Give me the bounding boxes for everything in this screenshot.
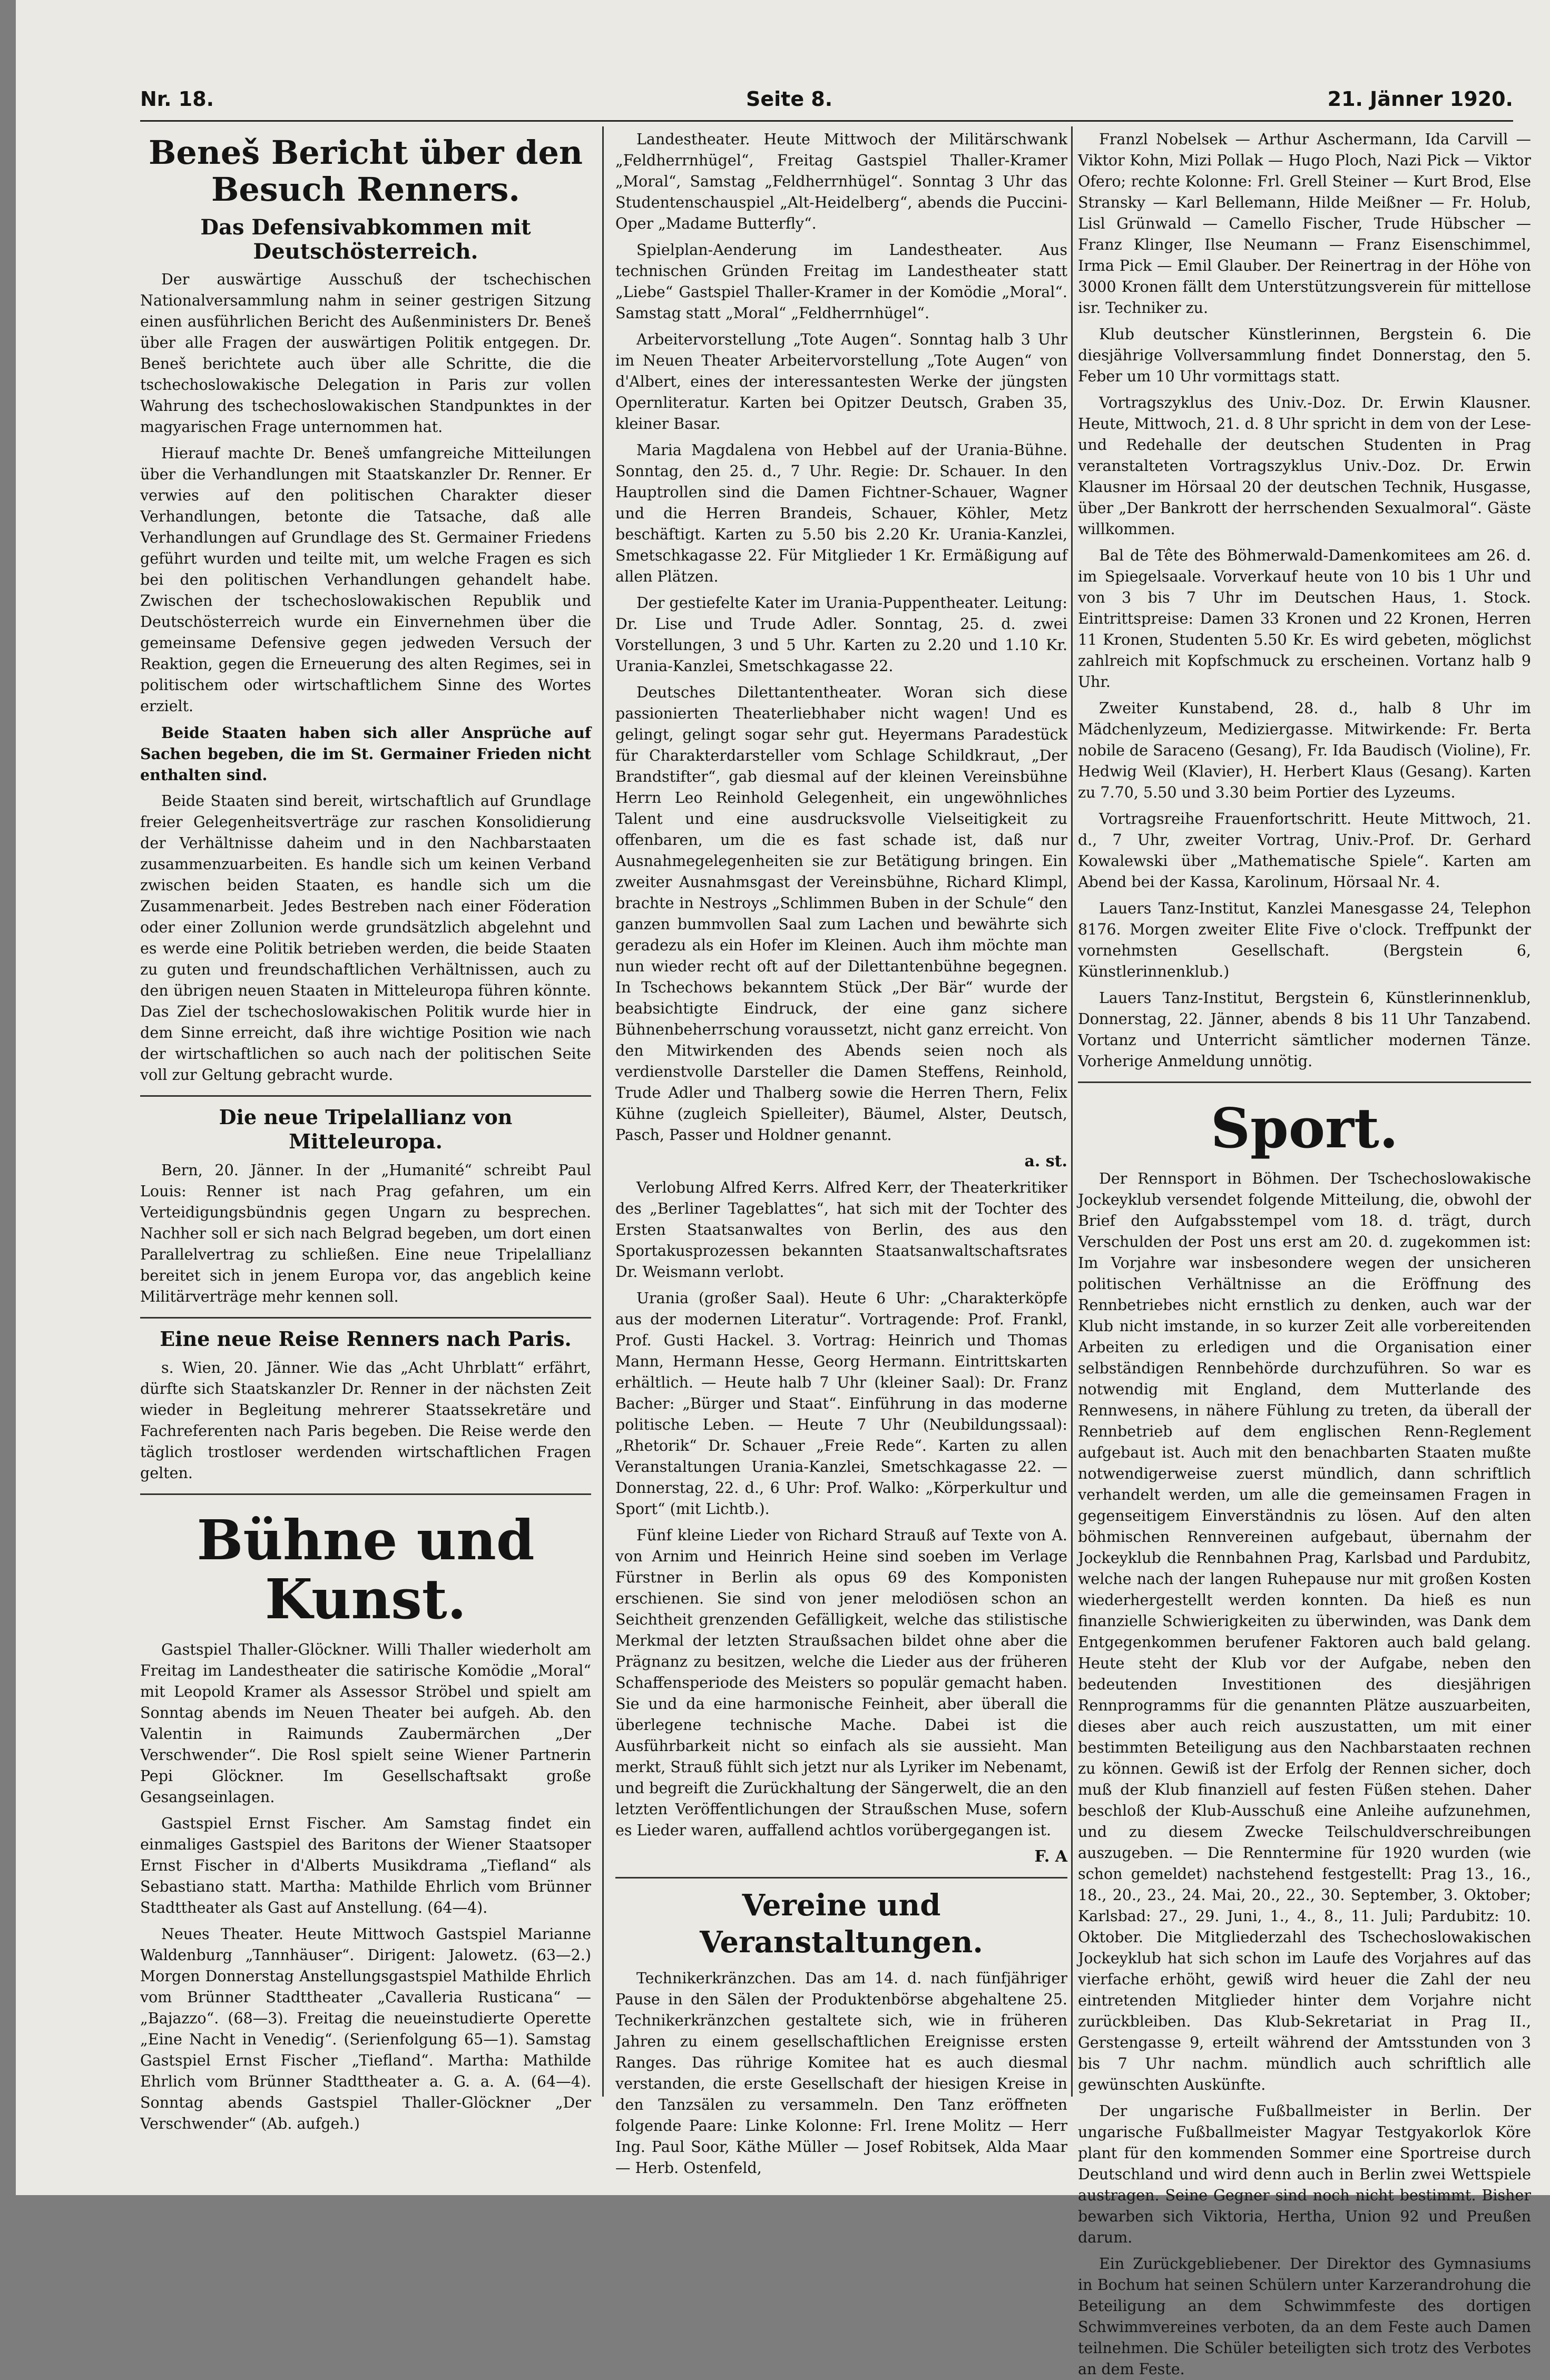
article-paragraph: Der ungarische Fußballmeister in Berlin. Der ungarische Fußballmeister Magyar Testgyakorlok Köre plant für den kommenden Sommer eine Sportreise durch Deutschland und wird denn auch in Berlin zwei Wettspiele austragen. Seine Gegner sind noch nicht bestimmt. Bisher bewarben sich Viktoria, Hertha, Union 92 und Preußen darum. — [1078, 2102, 1531, 2246]
article-paragraph: Fünf kleine Lieder von Richard Strauß auf Texte von A. von Arnim und Heinrich Heine sind soeben im Verlage Fürstner in Berlin als opus 69 des Komponisten erschienen. Sie sind von jener melodiösen schon an Seichtheit grenzenden Gefälligkeit, welche das stilistische Merkmal der letzten Straußsachen bildet ohne aber die Prägnanz zu besitzen, welche die Lieder aus der früheren Schaffensperiode des Meisters so populär gemacht haben. Sie und da eine harmonische Feinheit, aber überall die überlegene technische Mache. Dabei ist die Ausführbarkeit nicht so einfach als sie aussieht. Man merkt, Strauß fühlt sich jetzt nur als Lyriker im Nebenamt, und begreift die Zurückhaltung der Sängerwelt, die an den letzten Veröffentlichungen der Straußschen Muse, sofern es Lieder waren, auffallend achtlos vorübergegangen ist. — [615, 1527, 1067, 1839]
article-paragraph: Neues Theater. Heute Mittwoch Gastspiel Marianne Waldenburg „Tannhäuser“. Dirigent: Jalowetz. (63—2.) Morgen Donnerstag Anstellungsgastspiel Mathilde Ehrlich vom Brünner Stadttheater „Cavalleria Rusticana“ — „Bajazzo“. (68—3). Freitag die neueinstudierte Operette „Eine Nacht in Venedig“. (Serienfolgung 65—1). Samstag Gastspiel Ernst Fischer „Tiefland“. Martha: Mathilde Ehrlich vom Brünner Stadttheater a. G. a. A. (64—4). Sonntag abends Gastspiel Thaller-Glöckner „Der Verschwender“ (Ab. aufgeh.) — [140, 1925, 591, 2132]
section-divider — [615, 1877, 1067, 1879]
article-title-benes: Beneš Bericht über den Besuch Renners. — [149, 133, 583, 209]
article-paragraph: Ein Zurückgebliebener. Der Direktor des Gymnasiums in Bochum hat seinen Schülern unter Karzerandrohung die Beteiligung an dem Schwimmfeste des dortigen Schwimmvereines verboten, da an dem Feste auch Damen teilnehmen. Die Schüler beteiligten sich trotz des Verbotes an dem Feste. — [1078, 2255, 1531, 2378]
article-paragraph: Zweiter Kunstabend, 28. d., halb 8 Uhr im Mädchenlyzeum, Mediziergasse. Mitwirkende: Fr. Berta nobile de Saraceno (Gesang), Fr. Ida Baudisch (Violine), Fr. Hedwig Weil (Klavier), H. Herbert Klaus (Gesang). Karten zu 7.70, 5.50 und 3.30 beim Portier des Lyzeums. — [1078, 700, 1531, 801]
newspaper-page — [16, 0, 1550, 2378]
author-signature: F. A — [1034, 1847, 1067, 1866]
article-paragraph: Arbeitervorstellung „Tote Augen“. Sonntag halb 3 Uhr im Neuen Theater Arbeitervorstellung „Tote Augen“ von d'Albert, eines der interessantesten Werke der jüngsten Opernliteratur. Karten bei Opitzer Deutsch, Graben 35, kleiner Basar. — [615, 331, 1067, 432]
article-paragraph: Gastspiel Thaller-Glöckner. Willi Thaller wiederholt am Freitag im Landestheater die satirische Komödie „Moral“ mit Leopold Kramer als Assessor Ströbel und spielt am Sonntag abends im Neuen Theater bei aufgeh. Ab. den Valentin in Raimunds Zaubermärchen „Der Verschwender“. Die Rosl spielt seine Wiener Partnerin Pepi Glöckner. Im Gesellschaftsakt große Gesangseinlagen. — [140, 1641, 591, 1806]
column-2 — [615, 129, 1067, 2177]
article-paragraph: Maria Magdalena von Hebbel auf der Urania-Bühne. Sonntag, den 25. d., 7 Uhr. Regie: Dr. Schauer. In den Hauptrollen sind die Damen Fichtner-Schauer, Wagner und die Herren Brandeis, Schauer, Köhler, Metz beschäftigt. Karten zu 5.50 bis 2.20 Kr. Urania-Kanzlei, Smetschkagasse 22. Für Mitglieder 1 Kr. Ermäßigung auf allen Plätzen. — [615, 441, 1067, 585]
article-paragraph: Hierauf machte Dr. Beneš umfangreiche Mitteilungen über die Verhandlungen mit Staatskanzler Dr. Renner. Er verwies auf den politischen Charakter dieser Verhandlungen, betonte die Tatsache, daß alle Verhandlungen auf Grundlage des St. Germainer Friedens geführt wurden und teilte mit, um welche Fragen es sich bei den politischen Verhandlungen gehandelt habe. Zwischen der tschechoslowakischen Republik und Deutschösterreich wurde ein Einvernehmen über die gemeinsame Defensive gegen jedweden Versuch der Reaktion, gegen die Erneuerung des alten Regimes, sei in politischem oder wirtschaftlichem Sinne des Wortes erzielt. — [140, 445, 591, 715]
article-paragraph: Lauers Tanz-Institut, Kanzlei Manesgasse 24, Telephon 8176. Morgen zweiter Elite Five o'clock. Treffpunkt der vornehmsten Gesellschaft. (Bergstein 6, Künstlerinnenklub.) — [1078, 900, 1531, 980]
article-paragraph: Bal de Tête des Böhmerwald-Damenkomitees am 26. d. im Spiegelsaale. Vorverkauf heute von 10 bis 1 Uhr und von 3 bis 7 Uhr im Deutschen Haus, 1. Stock. Eintrittspreise: Damen 33 Kronen und 22 Kronen, Herren 11 Kronen, Studenten 5.50 Kr. Es wird gebeten, möglichst zahlreich mit Kopfschmuck zu erscheinen. Vortanz halb 9 Uhr. — [1078, 547, 1531, 691]
issue-number: Nr. 18. — [140, 87, 214, 111]
article-paragraph: Franzl Nobelsek — Arthur Aschermann, Ida Carvill — Viktor Kohn, Mizi Pollak — Hugo Ploch, Nazi Pick — Viktor Ofero; rechte Kolonne: Frl. Grell Steiner — Kurt Brod, Else Stransky — Karl Bellemann, Hilde Meißner — Fr. Holub, Lisl Grünwald — Camello Fischer, Trude Hübscher — Franz Klinger, Ilse Neumann — Franz Eisenschimmel, Irma Pick — Emil Glauber. Der Reinertrag in der Höhe von 3000 Kronen fällt dem Unterstützungsverein für mittellose isr. Techniker zu. — [1078, 131, 1531, 317]
article-paragraph: Der Rennsport in Böhmen. Der Tschechoslowakische Jockeyklub versendet folgende Mitteilung, die, obwohl der Brief den Aufgabsstempel vom 18. d. trägt, durch Verschulden der Post uns erst am 20. d. zugekommen ist: Im Vorjahre war insbesondere wegen der unsicheren politischen Verhältnisse an die Eröffnung des Rennbetriebes nicht ernstlich zu denken, auch war der Klub nicht imstande, in so kurzer Zeit alle vorbereitenden Arbeiten zu erledigen und die Organisation einer selbständigen Rennbehörde durchzuführen. So war es notwendig mit England, dem Mutterlande des Rennwesens, in nähere Fühlung zu treten, da überall der Rennbetrieb auf dem englischen Renn-Reglement aufgebaut ist. Auch mit den benachbarten Staaten mußte notwendigerweise zuerst mündlich, dann schriftlich verhandelt werden, um alle die gemeinsamen Fragen in gegenseitigem Einverständnis zu lösen. Auf den alten böhmischen Rennvereinen aufgebaut, übernahm der Jockeyklub die Rennbahnen Prag, Karlsbad und Pardubitz, welche nach der langen Ruhepause nur mit großen Kosten wiederhergestellt werden konnten. Da hieß es nun finanzielle Schwierigkeiten zu überwinden, was Dank dem Entgegenkommen berufener Faktoren auch bald gelang. Heute steht der Klub vor der Aufgabe, neben den bedeutenden Investitionen des diesjährigen Rennprogramms für die genannten Plätze auszuarbeiten, dieses aber auch reich auszustatten, um mit einer bestimmten Beteiligung aus den Nachbarstaaten rechnen zu können. Gewiß ist der Erfolg der Rennen sicher, doch muß der Klub finanziell auf festen Füßen stehen. Daher beschloß der Klub-Ausschuß eine Anleihe aufzunehmen, und zu diesem Zwecke Teilschuldverschreibungen auszugeben. — Die Renntermine für 1920 wurden (wie schon gemeldet) nachstehend festgestellt: Prag 13., 16., 18., 20., 23., 24. Mai, 20., 22., 30. September, 3. Oktober; Karlsbad: 27., 29. Juni, 1., 4., 8., 11. Juli; Pardubitz: 10. Oktober. Die Mitgliederzahl des Tschechoslowakischen Jockeyklub hat sich schon im Laufe des Vorjahres auf das vierfache erhöht, gewiß wird heuer die Zahl der neu eintretenden Mitglieder hinter dem Vorjahre nicht zurückbleiben. Das Klub-Sekretariat in Prag II., Gerstengasse 9, erteilt während der Amtsstunden von 3 bis 7 Uhr nachm. mündlich auch schriftlich alle gewünschten Auskünfte. — [1078, 1170, 1531, 2093]
article-paragraph: Der gestiefelte Kater im Urania-Puppentheater. Leitung: Dr. Lise und Trude Adler. Sonntag, 25. d. zwei Vorstellungen, 3 und 5 Uhr. Karten zu 2.20 und 1.10 Kr. Urania-Kanzlei, Smetschkagasse 22. — [615, 594, 1067, 675]
article-title-reise: Eine neue Reise Renners nach Paris. — [160, 1327, 572, 1351]
column-divider-2 — [1071, 126, 1073, 2097]
section-divider — [1078, 1081, 1531, 1083]
article-paragraph: Beide Staaten haben sich aller Ansprüche auf Sachen begeben, die im St. Germainer Frieden nicht enthalten sind. — [140, 724, 591, 784]
section-divider — [140, 1095, 591, 1097]
article-paragraph: s. Wien, 20. Jänner. Wie das „Acht Uhrblatt“ erfährt, dürfte sich Staatskanzler Dr. Renner in der nächsten Zeit wieder in Begleitung mehrerer Staatssekretäre und Fachreferenten nach Paris begeben. Die Reise werde den täglich trostloser werdenden wirtschaftlichen Fragen gelten. — [140, 1359, 591, 1482]
article-paragraph: Deutsches Dilettantentheater. Woran sich diese passionierten Theaterliebhaber nicht wagen! Und es gelingt, gelingt sogar sehr gut. Heyermans Paradestück für Charakterdarsteller vom Schlage Schildkraut, „Der Brandstifter“, gab diesmal auf der kleinen Vereinsbühne Herrn Leo Reinhold Gelegenheit, ein ungewöhnliches Talent und eine ausdrucksvolle Vielseitigkeit zu offenbaren, um die es fast schade ist, daß nur Ausnahmegelegenheiten sie zur Betätigung bringen. Ein zweiter Ausnahmsgast der Vereinsbühne, Richard Klimpl, brachte in Nestroys „Schlimmen Buben in der Schule“ den ganzen bummvollen Saal zum Lachen und bewährte sich geradezu als ein Hofer im Kleinen. Auch ihm möchte man nun wieder recht oft auf der Dilettantenbühne begegnen. In Tschechows bekanntem Stück „Der Bär“ wurde der beabsichtigte Eindruck, der eine ganz sichere Bühnenbeherrschung voraussetzt, nicht ganz erreicht. Von den Mitwirkenden des Abends seien noch als verdienstvolle Darsteller die Damen Steffens, Reinhold, Trude Adler und Thalberg sowie die Herren Thern, Felix Kühne (zugleich Spielleiter), Bäumel, Alster, Deutsch, Pasch, Passer und Holdner genannt. — [615, 684, 1067, 1144]
column-3 — [1078, 129, 1531, 2378]
article-paragraph: Vortragsreihe Frauenfortschritt. Heute Mittwoch, 21. d., 7 Uhr, zweiter Vortrag, Univ.-Prof. Dr. Gerhard Kowalewski über „Mathematische Spiele“. Karten am Abend bei der Kassa, Karolinum, Hörsaal Nr. 4. — [1078, 810, 1531, 891]
section-title-sport: Sport. — [1210, 1096, 1399, 1161]
article-paragraph: Vortragszyklus des Univ.-Doz. Dr. Erwin Klausner. Heute, Mittwoch, 21. d. 8 Uhr spricht in dem von der Lese- und Redehalle der deutschen Studenten in Prag veranstalteten Vortragszyklus Univ.-Doz. Dr. Erwin Klausner im Hörsaal 20 der deutschen Technik, Husgasse, über „Der Bankrott der herrschenden Sexualmoral“. Gäste willkommen. — [1078, 394, 1531, 538]
article-paragraph: Landestheater. Heute Mittwoch der Militärschwank „Feldherrnhügel“, Freitag Gastspiel Thaller-Kramer „Moral“, Samstag „Feldherrnhügel“. Sonntag 3 Uhr das Studentenschauspiel „Alt-Heidelberg“, abends die Puccini-Oper „Madame Butterfly“. — [615, 131, 1067, 232]
page-number: Seite 8. — [746, 87, 833, 111]
page-header — [140, 78, 1513, 122]
section-divider — [140, 1493, 591, 1495]
article-paragraph: Der auswärtige Ausschuß der tschechischen Nationalversammlung nahm in seiner gestrigen Sitzung einen ausführlichen Bericht des Außenministers Dr. Beneš über alle Fragen der auswärtigen Politik entgegen. Dr. Beneš berichtete auch über alle Schritte, die die tschechoslowakische Delegation in Paris zur vollen Wahrung des tschechoslowakischen Standpunktes in der magyarischen Frage unternommen hat. — [140, 271, 591, 436]
article-paragraph: Technikerkränzchen. Das am 14. d. nach fünfjähriger Pause in den Sälen der Produktenbörse abgehaltene 25. Technikerkränzchen gestaltete sich, wie in früheren Jahren zu einem gesellschaftlichen Ereignisse ersten Ranges. Das rührige Komitee hat es auch diesmal verstanden, die erste Gesellschaft der hiesigen Kreise in den Tanzsälen zu versammeln. Den Tanz eröffneten folgende Paare: Linke Kolonne: Frl. Irene Molitz — Herr Ing. Paul Soor, Käthe Müller — Josef Robitsek, Alda Maar — Herb. Ostenfeld, — [615, 1970, 1067, 2177]
section-title-buehne: Bühne und Kunst. — [197, 1508, 535, 1631]
article-paragraph: Beide Staaten sind bereit, wirtschaftlich auf Grundlage freier Gelegenheitsverträge zur raschen Konsolidierung der Verhältnisse daheim und in den Nachbarstaaten zusammenzuarbeiten. Es handle sich um keinen Verband zwischen beiden Staaten, es handle sich um die Zusammenarbeit. Jedes Bestreben nach einer Föderation oder einer Zollunion werde grundsätzlich abgelehnt und es werde eine Politik betrieben werden, die beide Staaten zu guten und freundschaftlichen Verhältnissen, auch zu den übrigen neuen Staaten in Mitteleuropa führen könnte. Das Ziel der tschechoslowakischen Politik wurde hier in dem Sinne erreicht, daß ihre wichtige Position wie nach der wirtschaftlichen so auch nach der politischen Seite voll zur Geltung gebracht wurde. — [140, 792, 591, 1084]
column-divider-1 — [602, 126, 604, 2097]
author-signature: a. st. — [1024, 1152, 1067, 1171]
article-subtitle-benes: Das Defensivabkommen mit Deutschösterreich. — [200, 215, 531, 264]
section-divider — [140, 1317, 591, 1319]
section-title-vereine: Vereine und Veranstaltungen. — [700, 1888, 983, 1960]
issue-date: 21. Jänner 1920. — [1327, 87, 1513, 111]
article-title-tripelallianz: Die neue Tripelallianz von Mitteleuropa. — [219, 1105, 513, 1153]
article-paragraph: Lauers Tanz-Institut, Bergstein 6, Künstlerinnenklub, Donnerstag, 22. Jänner, abends 8 bis 11 Uhr Tanzabend. Vortanz und Unterricht sämtlicher modernen Tänze. Vorherige Anmeldung unnötig. — [1078, 989, 1531, 1070]
column-1 — [140, 129, 591, 2132]
article-paragraph: Bern, 20. Jänner. In der „Humanité“ schreibt Paul Louis: Renner ist nach Prag gefahren, um ein Verteidigungsbündnis gegen Ungarn zu besprechen. Nachher soll er sich nach Belgrad begeben, um dort einen Parallelvertrag zu schließen. Eine neue Tripelallianz bereitet sich in jenem Europa vor, das angeblich keine Militärverträge mehr kennen soll. — [140, 1162, 591, 1305]
article-paragraph: Verlobung Alfred Kerrs. Alfred Kerr, der Theaterkritiker des „Berliner Tageblattes“, hat sich mit der Tochter des Ersten Staatsanwaltes von Berlin, des aus den Sportakusprozessen bekannten Staatsanwaltschaftsrates Dr. Weismann verlobt. — [615, 1179, 1067, 1281]
article-paragraph: Spielplan-Aenderung im Landestheater. Aus technischen Gründen Freitag im Landestheater statt „Liebe“ Gastspiel Thaller-Kramer in der Komödie „Moral“. Samstag statt „Moral“ „Feldherrnhügel“. — [615, 241, 1067, 322]
article-paragraph: Urania (großer Saal). Heute 6 Uhr: „Charakterköpfe aus der modernen Literatur“. Vortragende: Prof. Frankl, Prof. Gusti Hackel. 3. Vortrag: Heinrich und Thomas Mann, Hermann Hesse, Georg Hermann. Eintrittskarten erhältlich. — Heute halb 7 Uhr (kleiner Saal): Dr. Franz Bacher: „Bürger und Staat“. Einführung in das moderne politische Leben. — Heute 7 Uhr (Neubildungssaal): „Rhetorik“ Dr. Schauer „Freie Rede“. Karten zu allen Veranstaltungen Urania-Kanzlei, Smetschkagasse 22. — Donnerstag, 22. d., 6 Uhr: Prof. Walko: „Körperkultur und Sport“ (mit Lichtb.). — [615, 1290, 1067, 1518]
article-paragraph: Gastspiel Ernst Fischer. Am Samstag findet ein einmaliges Gastspiel des Baritons der Wiener Staatsoper Ernst Fischer in d'Alberts Musikdrama „Tiefland“ als Sebastiano statt. Martha: Mathilde Ehrlich vom Brünner Stadttheater als Gast auf Anstellung. (64—4). — [140, 1815, 591, 1916]
article-paragraph: Klub deutscher Künstlerinnen, Bergstein 6. Die diesjährige Vollversammlung findet Donnerstag, den 5. Feber um 10 Uhr vormittags statt. — [1078, 326, 1531, 385]
